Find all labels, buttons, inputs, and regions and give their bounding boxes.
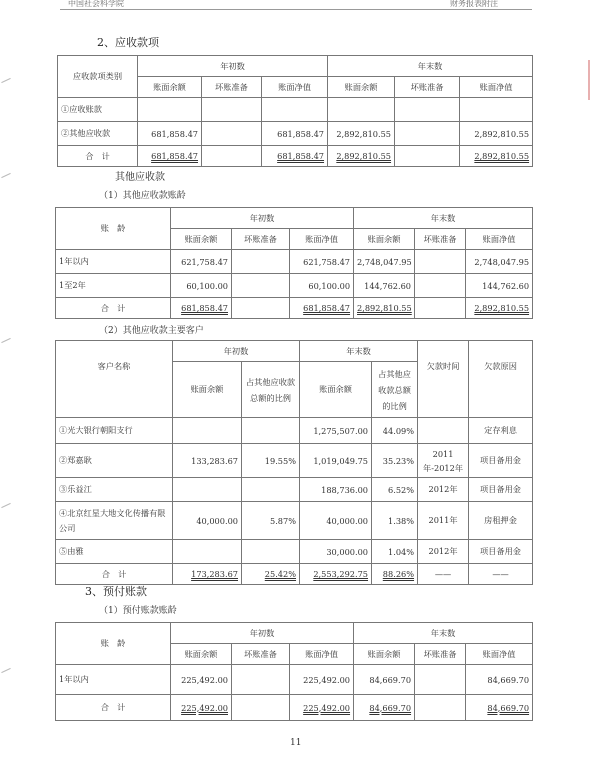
cell: 2,892,810.55 (460, 122, 533, 146)
cell (173, 540, 242, 564)
subheader: 坏账准备 (232, 644, 290, 665)
row-label: ②其他应收款 (58, 122, 138, 146)
row-label: ②郑嘉耿 (56, 444, 173, 478)
cell: 1,019,049.75 (300, 444, 372, 478)
row-label: ④北京红星大地文化传播有限公司 (56, 502, 173, 540)
row-label: 合 计 (56, 695, 171, 721)
group-begin: 年初数 (173, 341, 300, 362)
cell (242, 478, 300, 502)
cell: 5.87% (242, 502, 300, 540)
cell: 2,553,292.75 (313, 569, 369, 579)
cell: 2,892,810.55 (474, 303, 530, 313)
cell (202, 122, 262, 146)
cell (415, 250, 466, 274)
cell (395, 98, 460, 122)
subheader: 账面余额 (171, 644, 232, 665)
cell: 6.52% (372, 478, 418, 502)
cell: 681,858.47 (181, 303, 228, 313)
cell: 30,000.00 (300, 540, 372, 564)
cell (173, 478, 242, 502)
cell: 19.55% (242, 444, 300, 478)
cell (232, 665, 290, 695)
col-owe-reason: 欠款原因 (469, 341, 533, 418)
page-number: 11 (290, 738, 302, 748)
subheader: 占其他应收款总额的比例 (242, 362, 300, 418)
cell: 2011年-2012年 (418, 444, 469, 478)
row-label: ③乐益江 (56, 478, 173, 502)
total-row (58, 146, 533, 167)
cell (415, 665, 466, 695)
subheader: 账面净值 (460, 77, 533, 98)
subheader: 坏账准备 (202, 77, 262, 98)
binding-mark (1, 78, 10, 83)
cell: 2011年 (418, 502, 469, 540)
table-row (56, 274, 533, 298)
section-title-prepayments: 3、预付账款 (85, 585, 147, 598)
subheader: 账面净值 (466, 229, 533, 250)
cell: 144,762.60 (466, 274, 533, 298)
cell (202, 146, 262, 167)
row-label: ⑤由雅 (56, 540, 173, 564)
cell: 225,492.00 (181, 702, 228, 713)
cell: 2,892,810.55 (474, 151, 530, 161)
cell: 173,283.67 (191, 569, 238, 579)
subheader: 账面余额 (328, 77, 395, 98)
subheader: 账面余额 (171, 229, 232, 250)
table-row (56, 665, 533, 695)
binding-mark (1, 668, 10, 673)
cell (415, 298, 466, 319)
cell: 定存利息 (469, 418, 533, 444)
receivables-table (57, 55, 533, 167)
total-row (56, 564, 533, 585)
cell (460, 98, 533, 122)
cell: 621,758.47 (290, 250, 354, 274)
group-end: 年末数 (328, 56, 533, 77)
cell: 2012年 (418, 540, 469, 564)
table-row (56, 444, 533, 478)
cell: 项目备用金 (469, 444, 533, 478)
cell (418, 418, 469, 444)
row-label: ①应收账款 (58, 98, 138, 122)
binding-mark (1, 503, 10, 508)
group-end: 年末数 (354, 623, 533, 644)
cell: 2,748,047.95 (466, 250, 533, 274)
cell: —— (418, 564, 469, 585)
cell (262, 98, 328, 122)
subheader: 账面余额 (354, 229, 415, 250)
col-category: 应收款项类别 (58, 56, 138, 98)
cell (242, 540, 300, 564)
major-customers-table (55, 340, 533, 585)
group-begin: 年初数 (171, 623, 354, 644)
header-rule (60, 9, 532, 10)
col-owe-time: 欠款时间 (418, 341, 469, 418)
subheader: 账面净值 (290, 644, 354, 665)
table-row (56, 540, 533, 564)
cell: 84,669.70 (369, 702, 412, 713)
subheader: 坏账准备 (415, 229, 466, 250)
cell: 681,858.47 (151, 151, 198, 161)
binding-mark (1, 338, 10, 343)
cell (242, 418, 300, 444)
subheader: 账面净值 (290, 229, 354, 250)
cell (395, 122, 460, 146)
col-aging: 账 龄 (56, 623, 171, 665)
cell: 225,492.00 (290, 665, 354, 695)
cell (232, 695, 290, 721)
cell: 84,669.70 (466, 665, 533, 695)
subheader: 账面余额 (173, 362, 242, 418)
cell (395, 146, 460, 167)
total-row (56, 298, 533, 319)
table-row (56, 418, 533, 444)
cell: 188,736.00 (300, 478, 372, 502)
cell (415, 274, 466, 298)
cell: 项目备用金 (469, 478, 533, 502)
table-row (58, 122, 533, 146)
other-receivables-aging-table (55, 207, 533, 319)
cell: 房租押金 (469, 502, 533, 540)
total-row (56, 695, 533, 721)
subheader: 坏账准备 (395, 77, 460, 98)
row-label: 1年以内 (56, 250, 171, 274)
subheader: 坏账准备 (415, 644, 466, 665)
cell (138, 98, 202, 122)
col-customer: 客户名称 (56, 341, 173, 418)
group-begin: 年初数 (138, 56, 328, 77)
cell: —— (469, 564, 533, 585)
customers-title: （2）其他应收款主要客户 (99, 326, 204, 336)
cell: 225,492.00 (171, 665, 232, 695)
cell: 2,748,047.95 (354, 250, 415, 274)
cell: 2,892,810.55 (357, 303, 412, 313)
group-end: 年末数 (354, 208, 533, 229)
table-row (56, 478, 533, 502)
cell: 44.09% (372, 418, 418, 444)
table-row (58, 98, 533, 122)
cell: 35.23% (372, 444, 418, 478)
cell: 1,275,507.00 (300, 418, 372, 444)
subheader: 占其他应收款总额的比例 (372, 362, 418, 418)
cell (173, 418, 242, 444)
row-label: 1年以内 (56, 665, 171, 695)
row-label: 合 计 (56, 564, 173, 585)
cell: 40,000.00 (173, 502, 242, 540)
header-right: 财务报表附注 (450, 0, 498, 8)
cell: 2,892,810.55 (336, 151, 392, 161)
cell: 681,858.47 (303, 303, 351, 313)
cell: 60,100.00 (290, 274, 354, 298)
subheader: 账面净值 (466, 644, 533, 665)
cell: 1.04% (372, 540, 418, 564)
aging-title: （1）其他应收款账龄 (99, 191, 186, 201)
table-row (56, 250, 533, 274)
cell: 25.42% (264, 569, 297, 579)
cell: 144,762.60 (354, 274, 415, 298)
cell: 133,283.67 (173, 444, 242, 478)
cell: 项目备用金 (469, 540, 533, 564)
cell (202, 98, 262, 122)
group-end: 年末数 (300, 341, 418, 362)
cell: 681,858.47 (262, 122, 328, 146)
cell: 681,858.47 (277, 151, 325, 161)
other-receivables-title: 其他应收款 (115, 172, 165, 183)
group-begin: 年初数 (171, 208, 354, 229)
row-label: 合 计 (56, 298, 171, 319)
cell: 1.38% (372, 502, 418, 540)
subheader: 账面余额 (354, 644, 415, 665)
cell (328, 98, 395, 122)
subheader: 坏账准备 (232, 229, 290, 250)
cell: 84,669.70 (354, 665, 415, 695)
header-left: 中国社会科学院 (68, 0, 124, 8)
cell: 2012年 (418, 478, 469, 502)
cell: 681,858.47 (138, 122, 202, 146)
cell: 84,669.70 (487, 702, 530, 713)
cell: 225,492.00 (303, 702, 351, 713)
binding-mark (1, 173, 10, 178)
cell (232, 298, 290, 319)
prepayments-aging-table (55, 622, 533, 721)
prepay-aging-title: （1）预付账款账龄 (99, 606, 177, 616)
col-aging: 账 龄 (56, 208, 171, 250)
row-label: 合 计 (58, 146, 138, 167)
section-title-receivables: 2、应收款项 (97, 36, 159, 49)
cell: 40,000.00 (300, 502, 372, 540)
row-label: ①光大银行朝阳支行 (56, 418, 173, 444)
subheader: 账面净值 (262, 77, 328, 98)
cell: 88.26% (382, 569, 415, 579)
cell (415, 695, 466, 721)
cell: 2,892,810.55 (328, 122, 395, 146)
page-edge-stain (588, 60, 590, 100)
cell (232, 274, 290, 298)
cell: 60,100.00 (171, 274, 232, 298)
subheader: 账面余额 (138, 77, 202, 98)
cell (232, 250, 290, 274)
cell: 621,758.47 (171, 250, 232, 274)
subheader: 账面余额 (300, 362, 372, 418)
row-label: 1至2年 (56, 274, 171, 298)
table-row (56, 502, 533, 540)
